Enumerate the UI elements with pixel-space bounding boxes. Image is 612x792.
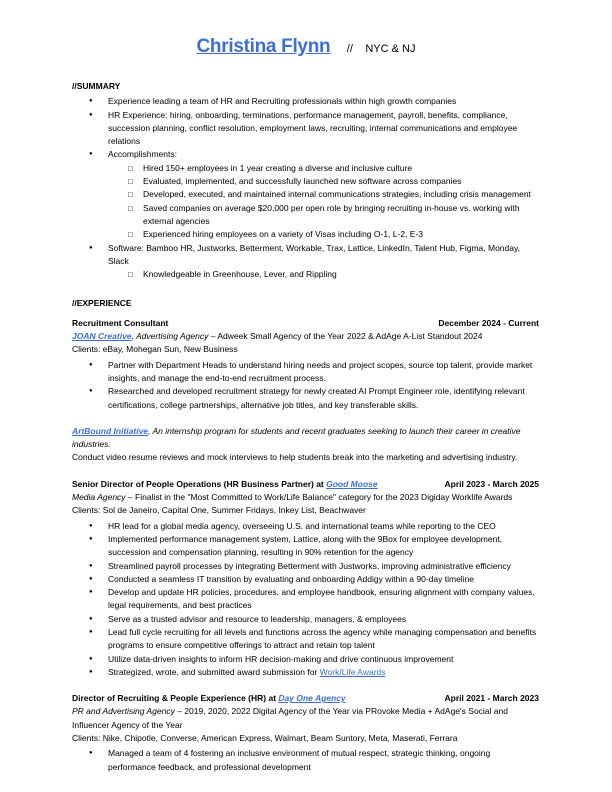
job-entry-day-one: [72, 692, 539, 774]
job-bullets: [72, 747, 539, 774]
company-line: [72, 491, 539, 504]
company-line: [72, 705, 539, 732]
job-bullet: ● Streamlined payroll processes by integrating Betterment with Justworks, improving administrative efficiency: [72, 560, 539, 573]
job-bullet: ● Utilize data-driven insights to inform HR decision-making and drive continuous improvement: [72, 653, 539, 666]
job-entry-joan: [72, 317, 539, 412]
summary-item: ● Experience leading a team of HR and Recruiting professionals within high growth companies: [72, 95, 539, 108]
resume-header: [0, 36, 612, 58]
candidate-name[interactable]: Christina Flynn: [196, 36, 331, 57]
accomplishment-item: □ Saved companies on average $20,000 per open role by bringing recruiting in-house vs. working with external agencies: [108, 202, 539, 229]
resume-body: [72, 80, 539, 774]
accomplishments-label: Accomplishments:: [108, 149, 177, 160]
software-subitem: □ Knowledgeable in Greenhouse, Lever, and Rippling: [108, 268, 539, 281]
summary-heading: //SUMMARY: [72, 81, 121, 91]
company-type: Media Agency: [72, 492, 126, 503]
summary-list: [72, 95, 539, 281]
job-dates: April 2023 - March 2025: [444, 478, 539, 489]
artbound-entry: [72, 425, 539, 465]
job-title-row: [72, 692, 539, 705]
job-bullet: ● Serve as a trusted advisor and resource to leadership, managers, & employees: [72, 613, 539, 626]
company-line: [72, 330, 539, 343]
job-dates: December 2024 - Current: [438, 317, 539, 328]
clients-line: Clients: eBay, Mohegan Sun, New Business: [72, 344, 238, 355]
summary-item: [72, 242, 539, 282]
accomplishment-item: □ Experienced hiring employees on a variety of Visas including O-1, L-2, E-3: [108, 228, 539, 241]
job-bullet: ● Implemented performance management system, Lattice, along with the 9Box for employee development, succession and compensation planning, resulting in 90% retention for the agency: [72, 533, 539, 560]
job-title: Director of Recruiting & People Experience (HR) at Day One Agency: [72, 693, 346, 704]
company-awards: – Finalist in the "Most Committed to Work/Life Balance" category for the 2023 Digiday Worklife Awards: [125, 492, 513, 503]
job-dates: April 2021 - March 2023: [444, 693, 539, 704]
summary-item: [72, 148, 539, 241]
header-separator: //: [346, 43, 353, 55]
company-type: , Advertising Agency: [131, 331, 209, 342]
job-bullets: [72, 359, 539, 412]
company-link[interactable]: JOAN Creative: [72, 331, 132, 342]
artbound-link[interactable]: ArtBound Initiative: [72, 425, 149, 436]
job-bullet: ● Lead full cycle recruiting for all levels and functions across the agency while managing compensation and benefits programs to ensure competitive offerings to attract and retain top talent: [72, 626, 539, 653]
company-link[interactable]: Day One Agency: [278, 693, 346, 704]
accomplishments-list: [108, 162, 539, 242]
job-bullet: ● Researched and developed recruitment strategy for newly created AI Prompt Engineer role, identifying relevant certifications, college partnerships, alternative job titles, and key transferable skills.: [72, 385, 539, 412]
artbound-desc: , An internship program for students and recent graduates seeking to launch their career in creative industries.: [72, 425, 521, 450]
company-type: PR and Advertising Agency: [72, 706, 175, 717]
candidate-location: NYC & NJ: [365, 43, 416, 55]
accomplishment-item: □ Hired 150+ employees in 1 year creating a diverse and inclusive culture: [108, 162, 539, 175]
accomplishment-item: □ Developed, executed, and maintained internal communications strategies, including crisis management: [108, 188, 539, 201]
artbound-line: [72, 425, 539, 452]
job-bullet: ● Managed a team of 4 fostering an inclusive environment of mutual respect, strategic thinking, ongoing performance feedback, and professional development: [72, 747, 539, 774]
company-awards: – Adweek Small Agency of the Year 2022 & AdAge A-List Standout 2024: [208, 331, 483, 342]
job-title-row: [72, 478, 539, 491]
software-sublist: [108, 268, 539, 281]
job-bullets: [72, 520, 539, 680]
job-bullet: ● Strategized, wrote, and submitted award submission for Work/Life Awards: [72, 666, 539, 679]
job-title-row: [72, 317, 539, 330]
job-entry-good-moose: [72, 478, 539, 679]
work-life-awards-link[interactable]: Work/Life Awards: [319, 666, 386, 677]
job-bullet: ● Conducted a seamless IT transition by evaluating and onboarding Addigy within a 90-day timeline: [72, 573, 539, 586]
accomplishment-item: □ Evaluated, implemented, and successfully launched new software across companies: [108, 175, 539, 188]
company-awards: – 2019, 2020, 2022 Digital Agency of the Year via PRovoke Media + AdAge's Social and Influencer Agency of the Year: [72, 706, 508, 730]
job-bullet: ● HR lead for a global media agency, overseeing U.S. and international teams while reporting to the CEO: [72, 520, 539, 533]
job-bullet: ● Develop and update HR policies, procedures, and employee handbook, ensuring alignment with company values, legal requirements, and best practices: [72, 586, 539, 613]
job-bullet: ● Partner with Department Heads to understand hiring needs and project scopes, source top talent, provide market insights, and manage the end-to-end recruitment process.: [72, 359, 539, 386]
artbound-role: Conduct video resume reviews and mock interviews to help students break into the marketing and advertising industry.: [72, 452, 518, 463]
job-title: Recruitment Consultant: [72, 317, 169, 328]
clients-line: Clients: Sol de Janeiro, Capital One, Summer Fridays, Inkey List, Beachwaver: [72, 505, 366, 516]
experience-heading: //EXPERIENCE: [72, 298, 132, 309]
clients-line: Clients: Nike, Chipotle, Converse, American Express, Walmart, Beam Suntory, Meta, Maserati, Ferrara: [72, 733, 458, 744]
software-line: Software: Bamboo HR, Justworks, Betterment, Workable, Trax, Lattice, LinkedIn, Talent Hub, Figma, Monday, Slack: [108, 242, 520, 266]
summary-item: ● HR Experience: hiring, onboarding, terminations, performance management, payroll, benefits, compliance, succession planning, conflict resolution, employment laws, recruiting, internal communications and employee relations: [72, 109, 539, 149]
company-link[interactable]: Good Moose: [326, 478, 378, 489]
job-title: Senior Director of People Operations (HR Business Partner) at Good Moose: [72, 478, 378, 489]
